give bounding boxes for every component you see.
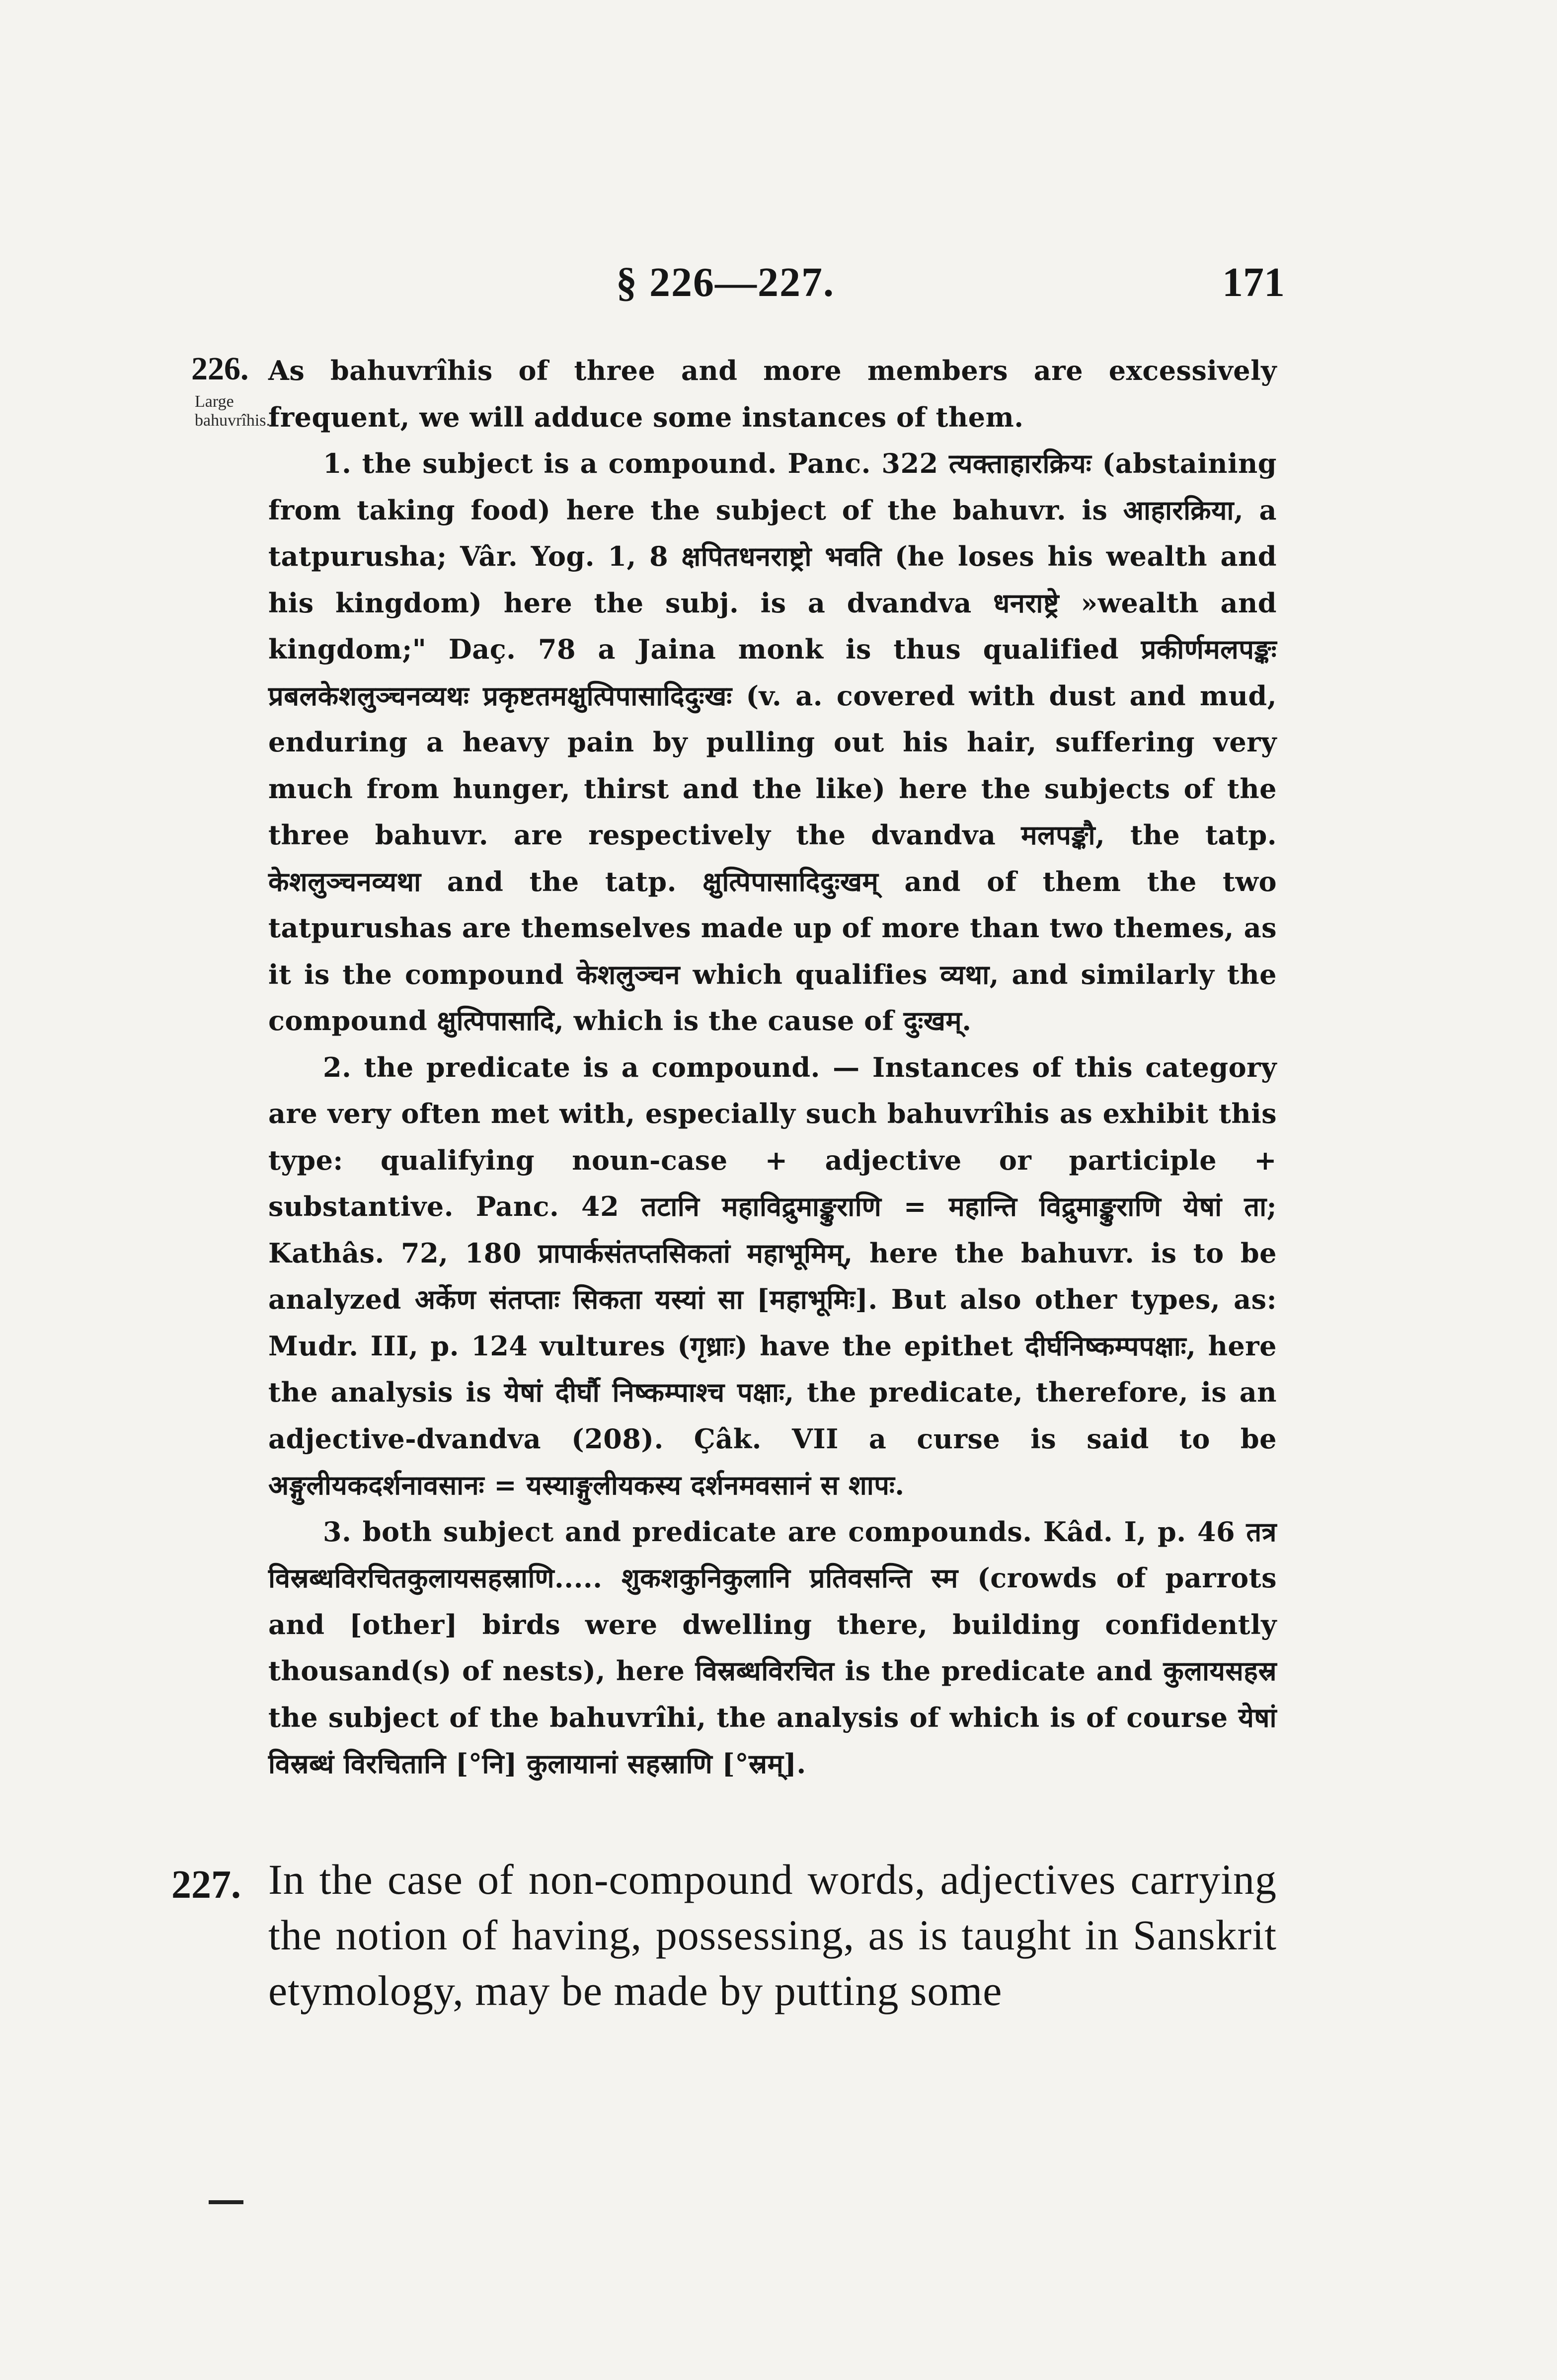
section-227-text: In the case of non-compound words, adjectives carrying the notion of having, possessing, as is taught in Sanskrit etymology, may be made by putting some bbox=[268, 1856, 1277, 2014]
section-number-226: 226. bbox=[191, 351, 249, 387]
section-227-body bbox=[268, 1852, 1277, 2018]
section-number-227: 227. bbox=[171, 1863, 241, 1907]
margin-note-226: Large bahuvrîhis. bbox=[195, 392, 271, 430]
section-226-body bbox=[268, 348, 1277, 1787]
footer-dash bbox=[209, 2200, 243, 2204]
running-head: § 226—227. bbox=[616, 259, 835, 305]
section-226-item-2: 2. the predicate is a compound. — Instances of this category are very often met with, especially such bahuvrîhis as exhibit this type: qualifying noun-case + adjective or participle + substantive. Panc. 42 तटानि महाविद्रुमाङ्कुराणि = महान्ति विद्रुमाङ्कुराणि येषां ता; Kathâs. 72, 180 प्रापार्कसंतप्तसिकतां महाभूमिम्, here the bahuvr. is to be analyzed अर्केण संतप्ताः सिकता यस्यां सा [महाभूमिः]. But also other types, as: Mudr. III, p. 124 vultures (गृध्राः) have the epithet दीर्घनिष्कम्पपक्षाः, here the analysis is येषां दीर्घौ निष्कम्पाश्च पक्षाः, the predicate, therefore, is an adjective-dvandva (208). Çâk. VII a curse is said to be अङ्गुलीयकदर्शनावसानः = यस्याङ्गुलीयकस्य दर्शनमवसानं स शापः. bbox=[268, 1051, 1277, 1501]
page-number: 171 bbox=[1222, 259, 1285, 305]
section-226-item-1: 1. the subject is a compound. Panc. 322 त्यक्ताहारक्रियः (abstaining from taking food) here the subject of the bahuvr. is आहारक्रिया, a tatpurusha; Vâr. Yog. 1, 8 क्षपितधनराष्ट्रो भवति (he loses his wealth and his kingdom) here the subj. is a dvandva धनराष्ट्रे »wealth and kingdom;" Daç. 78 a Jaina monk is thus qualified प्रकीर्णमलपङ्कः प्रबलकेशलुञ्चनव्यथः प्रकृष्टतमक्षुत्पिपासादिदुःखः (v. a. covered with dust and mud, enduring a heavy pain by pulling out his hair, suffering very much from hunger, thirst and the like) here the subjects of the three bahuvr. are respectively the dvandva मलपङ्कौ, the tatp. केशलुञ्चनव्यथा and the tatp. क्षुत्पिपासादिदुःखम् and of them the two tatpurushas are themselves made up of more than two themes, as it is the compound केशलुञ्चन which qualifies व्यथा, and similarly the compound क्षुत्पिपासादि, which is the cause of दुःखम्. bbox=[268, 447, 1277, 1037]
section-226-item-3: 3. both subject and predicate are compounds. Kâd. I, p. 46 तत्र विस्रब्धविरचितकुलायसहस्राणि..... शुकशकुनिकुलानि प्रतिवसन्ति स्म (crowds of parrots and [other] birds were dwelling there, building confidently thousand(s) of nests), here विस्रब्धविरचित is the predicate and कुलायसहस्र the subject of the bahuvrîhi, the analysis of which is of course येषां विस्रब्धं विरचितानि [°नि] कुलायानां सहस्राणि [°स्रम्]. bbox=[268, 1515, 1277, 1780]
section-226-intro: As bahuvrîhis of three and more members are excessively frequent, we will adduce some instances of them. bbox=[268, 355, 1277, 433]
